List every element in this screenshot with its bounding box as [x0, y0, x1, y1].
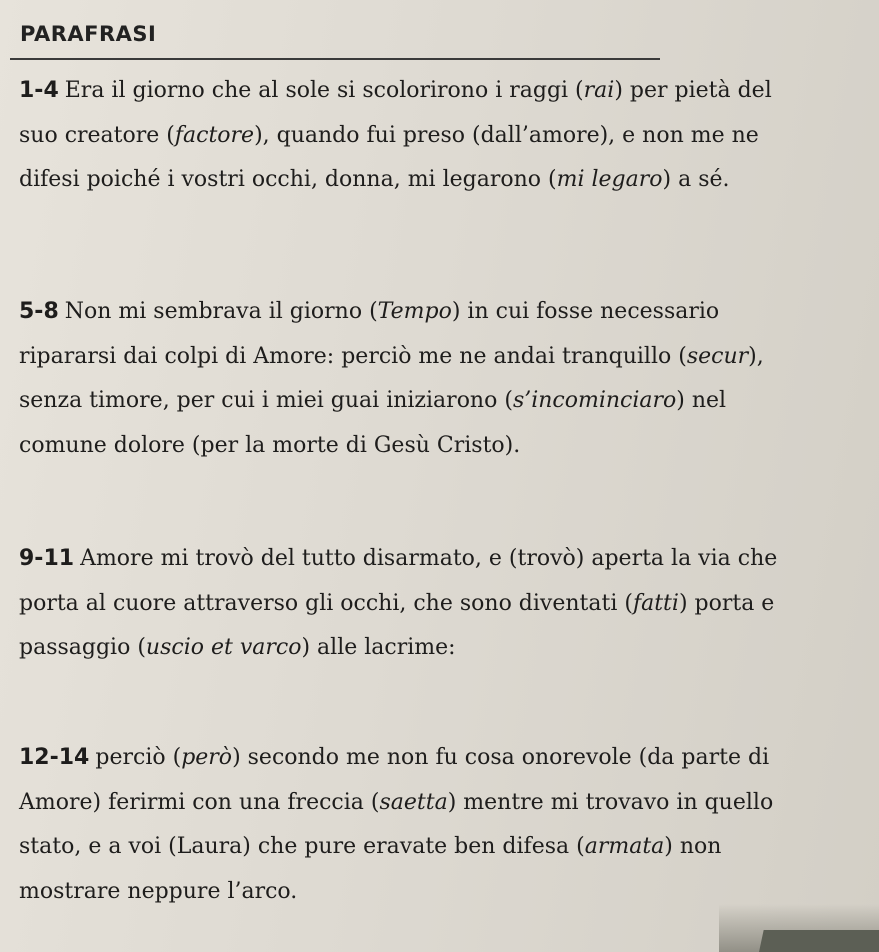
original-term: secur	[686, 343, 749, 369]
paragraph-text	[19, 745, 773, 904]
original-term: fatti	[632, 590, 679, 616]
original-term: mi legaro	[556, 167, 663, 192]
original-term: saetta	[379, 789, 448, 815]
paraphrase-text: ) per pietà del suo creatore (	[19, 78, 772, 148]
verse-range-label: 5-8	[19, 299, 59, 324]
original-term: rai	[583, 78, 615, 103]
paraphrase-text: ), senza timore, per cui i miei guai iniziarono (	[19, 343, 764, 413]
paraphrase-text: ) nel comune dolore (per la morte di Gesù Cristo).	[19, 388, 727, 458]
paraphrase-text: ) non mostrare neppure l’arco.	[19, 834, 722, 904]
original-term: Tempo	[377, 299, 452, 324]
original-term: armata	[584, 834, 665, 859]
paraphrase-text: ) secondo me non fu cosa onorevole (da parte di Amore) ferirmi con una freccia (	[19, 745, 770, 815]
paraphrase-text: perciò (	[95, 745, 182, 770]
paraphrase-text: Era il giorno che al sole si scolorirono i raggi (	[64, 78, 584, 103]
original-term: uscio et varco	[145, 635, 302, 660]
paraphrase-paragraph	[19, 537, 799, 671]
paraphrase-text: ) mentre mi trovavo in quello stato, e a voi (Laura) che pure eravate ben difesa (	[19, 789, 774, 859]
section-title: PARAFRASI	[20, 22, 157, 46]
verse-range-label: 1-4	[19, 78, 59, 103]
paraphrase-text: ) a sé.	[662, 167, 730, 192]
original-term: s’incominciaro	[512, 388, 677, 413]
verse-range-label: 9-11	[19, 546, 75, 571]
paragraph-text	[19, 78, 772, 192]
page-corner-edge	[759, 930, 879, 952]
paraphrase-paragraph	[19, 736, 799, 914]
paraphrase-text: Amore mi trovò del tutto disarmato, e (trovò) aperta la via che porta al cuore attraverso gli occhi, che sono diventati (	[19, 546, 778, 616]
verse-range-label: 12-14	[19, 745, 90, 770]
title-divider	[10, 58, 660, 60]
original-term: però	[181, 745, 233, 770]
paraphrase-text: Non mi sembrava il giorno (	[64, 299, 378, 324]
paraphrase-text: ) in cui fosse necessario ripararsi dai colpi di Amore: perciò me ne andai tranquillo (	[19, 299, 720, 369]
paraphrase-paragraph	[19, 69, 799, 203]
paragraph-text	[19, 546, 777, 660]
paragraph-text	[19, 299, 764, 458]
paraphrase-text: ), quando fui preso (dall’amore), e non me ne difesi poiché i vostri occhi, donna, mi legarono (	[19, 122, 759, 192]
paraphrase-paragraph	[19, 290, 799, 468]
paraphrase-text: ) alle lacrime:	[301, 635, 456, 660]
original-term: factore	[174, 122, 255, 148]
paraphrase-text: ) porta e passaggio (	[19, 590, 775, 660]
